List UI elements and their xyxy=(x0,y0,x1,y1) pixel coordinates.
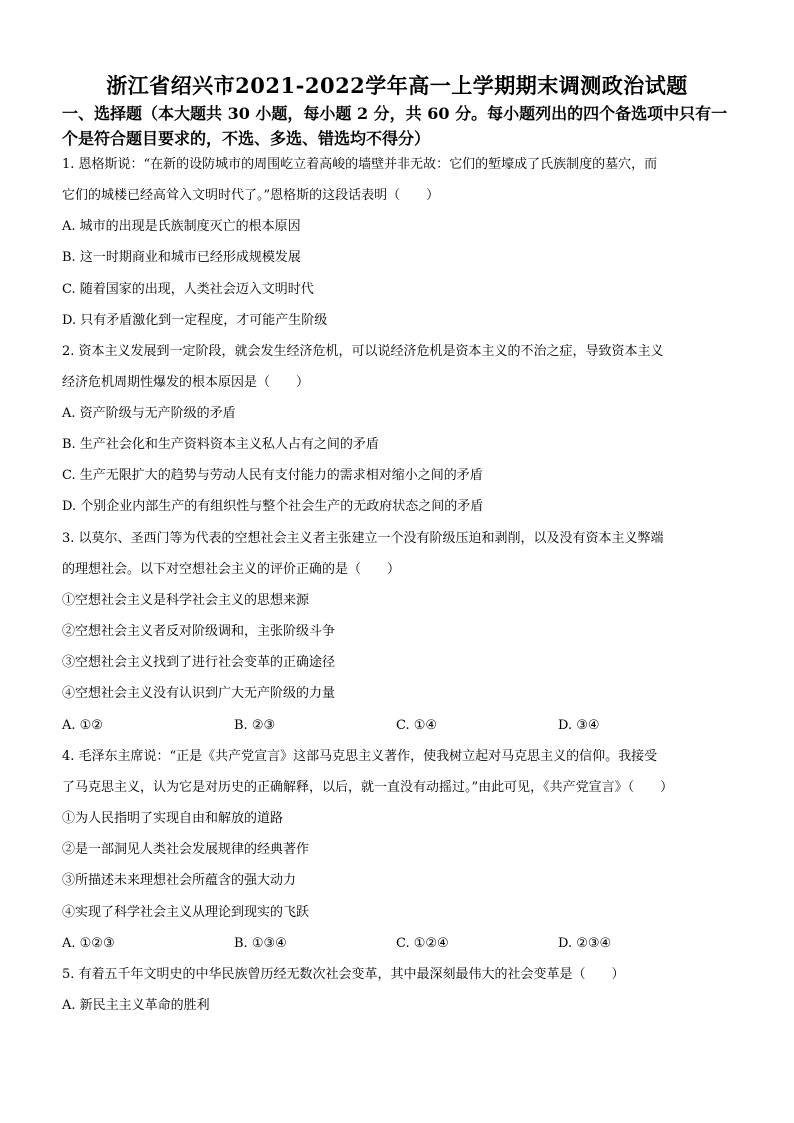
question-1-option-a: A. 城市的出现是氏族制度灭亡的根本原因 xyxy=(62,219,301,234)
question-4-statement-1: ①为人民指明了实现自由和解放的道路 xyxy=(62,811,284,826)
question-4-options-row xyxy=(62,934,742,954)
question-3-statement-1: ①空想社会主义是科学社会主义的思想来源 xyxy=(62,593,310,608)
question-5-stem-line-1: 5. 有着五千年文明史的中华民族曾历经无数次社会变革，其中最深刻最伟大的社会变革是（ ） xyxy=(62,967,625,982)
section-header xyxy=(62,101,742,151)
question-3-options-row xyxy=(62,716,742,736)
question-3-stem-line-1: 3. 以莫尔、圣西门等为代表的空想社会主义者主张建立一个没有阶级压迫和剥削，以及没有资本主义弊端 xyxy=(62,531,664,546)
question-2-option-c: C. 生产无限扩大的趋势与劳动人民有支付能力的需求相对缩小之间的矛盾 xyxy=(62,468,483,483)
question-2-stem-line-1: 2. 资本主义发展到一定阶段，就会发生经济危机，可以说经济危机是资本主义的不治之症，导致资本主义 xyxy=(62,344,664,359)
question-1-stem-line-2: 它们的城楼已经高耸入文明时代了。”恩格斯的这段话表明（ ） xyxy=(62,188,440,203)
question-2-option-b: B. 生产社会化和生产资料资本主义私人占有之间的矛盾 xyxy=(62,437,379,452)
question-2-option-d: D. 个别企业内部生产的有组织性与整个社会生产的无政府状态之间的矛盾 xyxy=(62,499,484,514)
question-4-option-a: A. ①②③ xyxy=(62,936,115,951)
question-3-option-d: D. ③④ xyxy=(558,718,600,733)
page-title: 浙江省绍兴市2021-2022学年高一上学期期末调测政治试题 xyxy=(106,73,688,98)
question-4-stem-line-1: 4. 毛泽东主席说：“正是《共产党宣言》这部马克思主义著作，使我树立起对马克思主义的信仰。我接受 xyxy=(62,749,658,764)
question-3-statement-3: ③空想社会主义找到了进行社会变革的正确途径 xyxy=(62,655,336,670)
question-3-option-b: B. ②③ xyxy=(234,718,276,733)
question-1-option-d: D. 只有矛盾激化到一定程度，才可能产生阶级 xyxy=(62,313,328,328)
question-5-option-a: A. 新民主主义革命的胜利 xyxy=(62,998,210,1013)
question-4-statement-2: ②是一部洞见人类社会发展规律的经典著作 xyxy=(62,842,310,857)
question-4-option-c: C. ①②④ xyxy=(396,936,449,951)
question-3-statement-2: ②空想社会主义者反对阶级调和，主张阶级斗争 xyxy=(62,624,336,639)
question-4-option-b: B. ①③④ xyxy=(234,936,287,951)
question-3-option-a: A. ①② xyxy=(62,718,103,733)
section-header-line-2: 个是符合题目要求的，不选、多选、错选均不得分） xyxy=(62,129,431,148)
question-1-stem-line-1: 1. 恩格斯说：“在新的设防城市的周围屹立着高峻的墙壁并非无故：它们的堑壕成了氏族制度的墓穴，而 xyxy=(62,157,658,172)
question-2-option-a: A. 资产阶级与无产阶级的矛盾 xyxy=(62,406,236,421)
question-1-option-b: B. 这一时期商业和城市已经形成规模发展 xyxy=(62,250,301,265)
question-4-stem-line-2: 了马克思主义，认为它是对历史的正确解释，以后，就一直没有动摇过。”由此可见，《共产党宣言》（ ） xyxy=(62,780,674,795)
section-header-line-1: 一、选择题（本大题共 30 小题，每小题 2 分，共 60 分。每小题列出的四个备选项中只有一 xyxy=(62,104,728,123)
question-3-stem-line-2: 的理想社会。以下对空想社会主义的评价正确的是（ ） xyxy=(62,562,401,577)
question-4-statement-4: ④实现了科学社会主义从理论到现实的飞跃 xyxy=(62,905,310,920)
question-4-option-d: D. ②③④ xyxy=(558,936,612,951)
question-4-statement-3: ③所描述未来理想社会所蕴含的强大动力 xyxy=(62,873,297,888)
question-3-statement-4: ④空想社会主义没有认识到广大无产阶级的力量 xyxy=(62,686,336,701)
question-2-stem-line-2: 经济危机周期性爆发的根本原因是（ ） xyxy=(62,375,310,390)
question-1-option-c: C. 随着国家的出现，人类社会迈入文明时代 xyxy=(62,282,314,297)
question-3-option-c: C. ①④ xyxy=(396,718,438,733)
